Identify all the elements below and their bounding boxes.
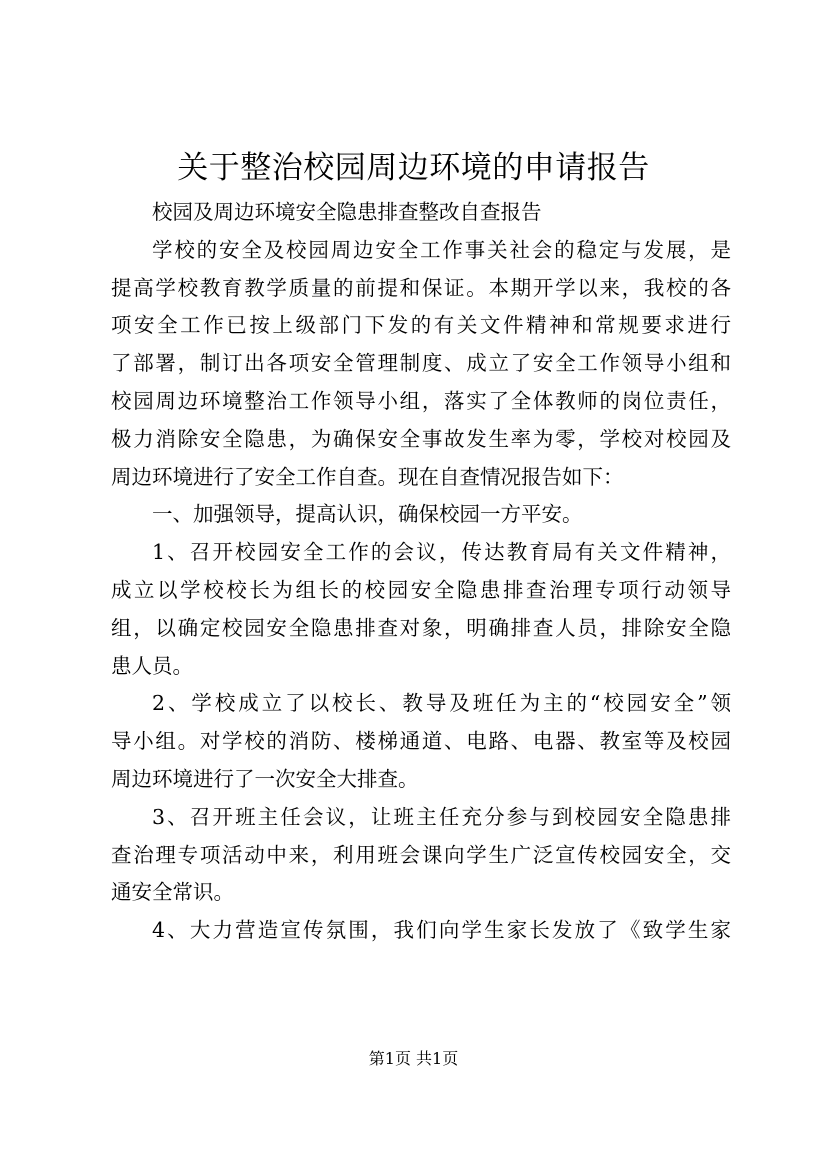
- body-line: 3、召开班主任会议，让班主任充分参与到校园安全隐患排: [152, 804, 731, 829]
- body-line: 成立以学校校长为组长的校园安全隐患排查治理专项行动领导: [111, 577, 731, 602]
- body-line: 1、召开校园安全工作的会议，传达教育局有关文件精神，: [152, 540, 731, 565]
- body-line: 2、学校成立了以校长、教导及班任为主的“校园安全”领: [152, 691, 731, 716]
- body-line: 组，以确定校园安全隐患排查对象，明确排查人员，排除安全隐: [111, 615, 731, 640]
- body-line: 4、大力营造宣传氛围，我们向学生家长发放了《致学生家: [152, 918, 731, 943]
- body-line: 一、加强领导，提高认识，确保校园一方平安。: [152, 502, 583, 527]
- page-footer: 第1页 共1页: [368, 1049, 459, 1068]
- body-line: 学校的安全及校园周边安全工作事关社会的稳定与发展，是: [152, 237, 731, 262]
- body-line: 周边环境进行了一次安全大排查。: [111, 766, 419, 791]
- body-line: 患人员。: [111, 653, 193, 678]
- body-line: 提高学校教育教学质量的前提和保证。本期开学以来，我校的各: [111, 275, 731, 300]
- body-line: 校园周边环境整治工作领导小组，落实了全体教师的岗位责任，: [111, 388, 731, 413]
- body-line: 周边环境进行了安全工作自查。现在自查情况报告如下：: [111, 464, 624, 489]
- body-line: 查治理专项活动中来，利用班会课向学生广泛宣传校园安全，交: [111, 842, 731, 867]
- document-body: [111, 194, 731, 950]
- body-line: 校园及周边环境安全隐患排查整改自查报告: [152, 200, 542, 224]
- body-line: 了部署，制订出各项安全管理制度、成立了安全工作领导小组和: [111, 351, 731, 376]
- document-title: 关于整治校园周边环境的申请报告: [177, 150, 650, 186]
- body-line: 通安全常识。: [111, 880, 234, 905]
- body-line: 项安全工作已按上级部门下发的有关文件精神和常规要求进行: [111, 313, 731, 338]
- body-line: 极力消除安全隐患，为确保安全事故发生率为零，学校对校园及: [111, 426, 731, 451]
- body-line: 导小组。对学校的消防、楼梯通道、电路、电器、教室等及校园: [111, 729, 731, 754]
